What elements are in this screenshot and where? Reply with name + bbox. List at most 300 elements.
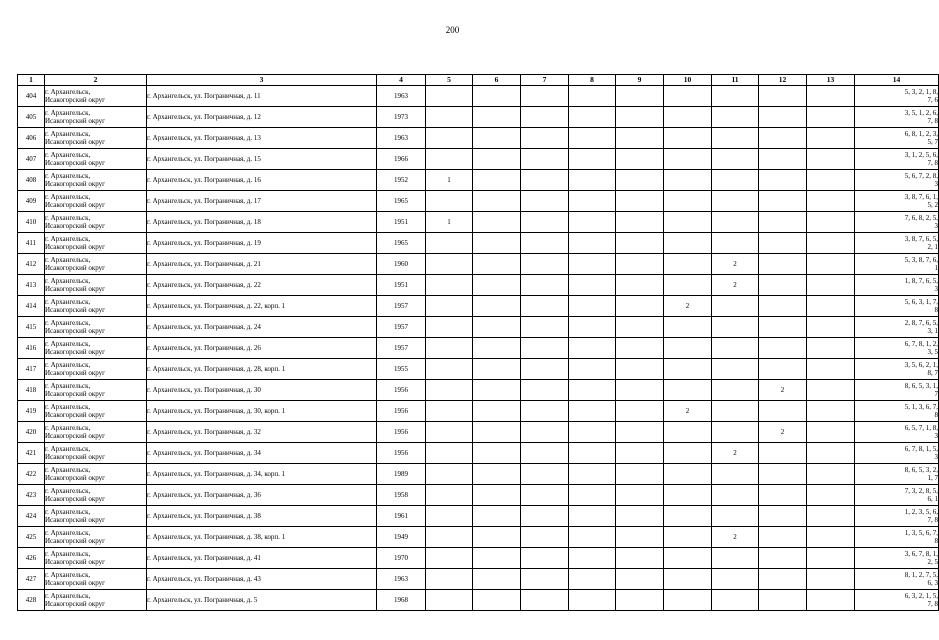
- sequence-line: 5, 3, 2, 1, 8,: [904, 88, 938, 96]
- column-13-cell: [807, 170, 855, 191]
- locality-line: г. Архангельск,: [45, 508, 91, 516]
- column-9-cell: [616, 548, 664, 569]
- row-number: 427: [18, 569, 45, 590]
- column-header-7: 7: [521, 75, 569, 86]
- row-number: 423: [18, 485, 45, 506]
- registry-table: [17, 74, 939, 611]
- row-number: 408: [18, 170, 45, 191]
- column-14-cell: [855, 317, 939, 338]
- column-9-cell: [616, 422, 664, 443]
- column-13-cell: [807, 506, 855, 527]
- column-9-cell: [616, 170, 664, 191]
- column-10-cell: [664, 569, 712, 590]
- year-cell: 1949: [377, 527, 426, 548]
- column-14-cell: [855, 254, 939, 275]
- column-5-cell: 1: [426, 170, 473, 191]
- locality-line: Исакогорский округ: [45, 96, 106, 104]
- sequence-line: 1, 3, 5, 6, 7,: [904, 529, 938, 537]
- column-14-cell: [855, 464, 939, 485]
- table-row: [18, 569, 939, 590]
- locality-line: Исакогорский округ: [45, 159, 106, 167]
- year-cell: 1989: [377, 464, 426, 485]
- column-11-cell: [712, 128, 759, 149]
- sequence-line: 5, 6, 7, 2, 8,: [904, 172, 938, 180]
- row-number: 422: [18, 464, 45, 485]
- column-7-cell: [521, 170, 569, 191]
- address-cell: г. Архангельск, ул. Пограничная, д. 36: [147, 485, 377, 506]
- year-cell: 1958: [377, 485, 426, 506]
- row-number: 404: [18, 86, 45, 107]
- column-10-cell: [664, 233, 712, 254]
- row-number: 407: [18, 149, 45, 170]
- table-row: [18, 149, 939, 170]
- column-11-cell: [712, 149, 759, 170]
- column-13-cell: [807, 380, 855, 401]
- locality-line: г. Архангельск,: [45, 550, 91, 558]
- sequence-line: 3, 6, 7, 8, 1,: [904, 550, 938, 558]
- column-9-cell: [616, 191, 664, 212]
- row-number: 412: [18, 254, 45, 275]
- address-cell: г. Архангельск, ул. Пограничная, д. 21: [147, 254, 377, 275]
- address-cell: г. Архангельск, ул. Пограничная, д. 24: [147, 317, 377, 338]
- row-number: 420: [18, 422, 45, 443]
- row-number: 411: [18, 233, 45, 254]
- column-11-cell: [712, 380, 759, 401]
- column-14-cell: [855, 128, 939, 149]
- locality-line: Исакогорский округ: [45, 390, 106, 398]
- locality-cell: [45, 422, 147, 443]
- column-6-cell: [473, 296, 521, 317]
- column-12-cell: [759, 569, 807, 590]
- column-header-14: 14: [855, 75, 939, 86]
- page-number: 200: [445, 25, 460, 35]
- column-14-cell: [855, 359, 939, 380]
- column-14-cell: [855, 275, 939, 296]
- row-number: 405: [18, 107, 45, 128]
- sequence-line: 6, 8, 1, 2, 3,: [904, 130, 938, 138]
- year-cell: 1957: [377, 338, 426, 359]
- sequence-line: 1, 2, 3, 5, 6,: [904, 508, 938, 516]
- column-12-cell: [759, 338, 807, 359]
- column-10-cell: [664, 149, 712, 170]
- table-row: [18, 590, 939, 611]
- year-cell: 1951: [377, 212, 426, 233]
- column-6-cell: [473, 464, 521, 485]
- locality-cell: [45, 170, 147, 191]
- locality-line: Исакогорский округ: [45, 180, 106, 188]
- sequence-line: 6, 7, 8, 1, 5,: [904, 445, 938, 453]
- year-cell: 1955: [377, 359, 426, 380]
- column-13-cell: [807, 359, 855, 380]
- column-5-cell: [426, 527, 473, 548]
- column-8-cell: [569, 485, 616, 506]
- sequence-line: 3: [934, 432, 938, 440]
- locality-line: Исакогорский округ: [45, 264, 106, 272]
- column-14-cell: [855, 590, 939, 611]
- locality-line: г. Архангельск,: [45, 361, 91, 369]
- column-12-cell: [759, 359, 807, 380]
- sequence-line: 8, 6, 5, 3, 2,: [904, 466, 938, 474]
- column-9-cell: [616, 527, 664, 548]
- column-5-cell: [426, 191, 473, 212]
- column-5-cell: [426, 359, 473, 380]
- column-5-cell: [426, 317, 473, 338]
- locality-cell: [45, 338, 147, 359]
- sequence-line: 6, 5, 7, 1, 8,: [904, 424, 938, 432]
- column-14-cell: [855, 527, 939, 548]
- row-number: 415: [18, 317, 45, 338]
- column-8-cell: [569, 275, 616, 296]
- column-12-cell: [759, 275, 807, 296]
- sequence-line: 7, 8: [927, 159, 938, 167]
- column-header-6: 6: [473, 75, 521, 86]
- table-row: [18, 464, 939, 485]
- sequence-line: 6, 1: [927, 495, 938, 503]
- column-11-cell: [712, 170, 759, 191]
- locality-cell: [45, 212, 147, 233]
- column-7-cell: [521, 569, 569, 590]
- column-6-cell: [473, 254, 521, 275]
- locality-cell: [45, 401, 147, 422]
- table-row: [18, 170, 939, 191]
- sequence-line: 3: [934, 180, 938, 188]
- column-14-cell: [855, 107, 939, 128]
- table-row: [18, 86, 939, 107]
- column-6-cell: [473, 212, 521, 233]
- column-13-cell: [807, 443, 855, 464]
- column-5-cell: [426, 380, 473, 401]
- table-row: [18, 317, 939, 338]
- column-header-3: 3: [147, 75, 377, 86]
- locality-line: г. Архангельск,: [45, 256, 91, 264]
- locality-line: Исакогорский округ: [45, 579, 106, 587]
- row-number: 416: [18, 338, 45, 359]
- column-10-cell: [664, 275, 712, 296]
- table-row: [18, 296, 939, 317]
- column-10-cell: [664, 107, 712, 128]
- sequence-line: 8: [934, 411, 938, 419]
- column-7-cell: [521, 107, 569, 128]
- column-6-cell: [473, 359, 521, 380]
- table-row: [18, 254, 939, 275]
- column-12-cell: [759, 527, 807, 548]
- column-8-cell: [569, 548, 616, 569]
- year-cell: 1956: [377, 443, 426, 464]
- year-cell: 1970: [377, 548, 426, 569]
- column-10-cell: [664, 212, 712, 233]
- column-7-cell: [521, 590, 569, 611]
- locality-line: г. Архангельск,: [45, 277, 91, 285]
- sequence-line: 7, 8: [927, 516, 938, 524]
- column-9-cell: [616, 485, 664, 506]
- column-5-cell: [426, 149, 473, 170]
- column-9-cell: [616, 338, 664, 359]
- table-row: [18, 506, 939, 527]
- column-7-cell: [521, 128, 569, 149]
- column-13-cell: [807, 569, 855, 590]
- column-7-cell: [521, 338, 569, 359]
- column-8-cell: [569, 317, 616, 338]
- column-11-cell: [712, 506, 759, 527]
- address-cell: г. Архангельск, ул. Пограничная, д. 26: [147, 338, 377, 359]
- year-cell: 1968: [377, 590, 426, 611]
- column-8-cell: [569, 254, 616, 275]
- column-6-cell: [473, 149, 521, 170]
- address-cell: г. Архангельск, ул. Пограничная, д. 34, корп. 1: [147, 464, 377, 485]
- column-10-cell: [664, 191, 712, 212]
- column-5-cell: [426, 233, 473, 254]
- column-11-cell: [712, 401, 759, 422]
- column-13-cell: [807, 485, 855, 506]
- column-10-cell: [664, 128, 712, 149]
- column-13-cell: [807, 422, 855, 443]
- row-number: 428: [18, 590, 45, 611]
- year-cell: 1956: [377, 401, 426, 422]
- column-9-cell: [616, 401, 664, 422]
- column-7-cell: [521, 149, 569, 170]
- column-12-cell: [759, 86, 807, 107]
- column-7-cell: [521, 212, 569, 233]
- column-12-cell: [759, 443, 807, 464]
- column-11-cell: [712, 212, 759, 233]
- column-9-cell: [616, 443, 664, 464]
- locality-line: г. Архангельск,: [45, 382, 91, 390]
- column-13-cell: [807, 86, 855, 107]
- column-header-9: 9: [616, 75, 664, 86]
- column-11-cell: [712, 569, 759, 590]
- column-13-cell: [807, 590, 855, 611]
- column-5-cell: [426, 338, 473, 359]
- locality-line: г. Архангельск,: [45, 403, 91, 411]
- column-5-cell: [426, 590, 473, 611]
- column-14-cell: [855, 212, 939, 233]
- column-11-cell: [712, 107, 759, 128]
- year-cell: 1965: [377, 233, 426, 254]
- locality-line: Исакогорский округ: [45, 327, 106, 335]
- column-7-cell: [521, 296, 569, 317]
- column-14-cell: [855, 548, 939, 569]
- locality-line: г. Архангельск,: [45, 88, 91, 96]
- column-13-cell: [807, 527, 855, 548]
- column-5-cell: [426, 128, 473, 149]
- sequence-line: 7, 6: [927, 96, 938, 104]
- column-8-cell: [569, 170, 616, 191]
- column-14-cell: [855, 296, 939, 317]
- locality-line: Исакогорский округ: [45, 516, 106, 524]
- column-5-cell: [426, 254, 473, 275]
- locality-cell: [45, 191, 147, 212]
- address-cell: г. Архангельск, ул. Пограничная, д. 19: [147, 233, 377, 254]
- column-12-cell: [759, 233, 807, 254]
- sequence-line: 8, 1, 2, 7, 5,: [904, 571, 938, 579]
- column-6-cell: [473, 443, 521, 464]
- year-cell: 1956: [377, 422, 426, 443]
- sequence-line: 8: [934, 306, 938, 314]
- column-11-cell: [712, 338, 759, 359]
- column-5-cell: [426, 86, 473, 107]
- locality-cell: [45, 128, 147, 149]
- column-7-cell: [521, 401, 569, 422]
- address-cell: г. Архангельск, ул. Пограничная, д. 28, корп. 1: [147, 359, 377, 380]
- column-9-cell: [616, 590, 664, 611]
- column-header-2: 2: [45, 75, 147, 86]
- column-6-cell: [473, 422, 521, 443]
- year-cell: 1960: [377, 254, 426, 275]
- table-row: [18, 527, 939, 548]
- column-5-cell: [426, 401, 473, 422]
- year-cell: 1963: [377, 86, 426, 107]
- locality-line: Исакогорский округ: [45, 243, 106, 251]
- column-5-cell: [426, 296, 473, 317]
- locality-line: Исакогорский округ: [45, 369, 106, 377]
- column-10-cell: [664, 359, 712, 380]
- column-6-cell: [473, 569, 521, 590]
- column-14-cell: [855, 485, 939, 506]
- column-14-cell: [855, 149, 939, 170]
- sequence-line: 8, 6, 5, 3, 1,: [904, 382, 938, 390]
- locality-line: Исакогорский округ: [45, 537, 106, 545]
- year-cell: 1965: [377, 191, 426, 212]
- column-6-cell: [473, 506, 521, 527]
- locality-line: г. Архангельск,: [45, 487, 91, 495]
- column-10-cell: 2: [664, 401, 712, 422]
- locality-line: г. Архангельск,: [45, 466, 91, 474]
- column-13-cell: [807, 107, 855, 128]
- year-cell: 1963: [377, 128, 426, 149]
- column-14-cell: [855, 170, 939, 191]
- column-6-cell: [473, 527, 521, 548]
- locality-cell: [45, 443, 147, 464]
- column-6-cell: [473, 590, 521, 611]
- locality-cell: [45, 317, 147, 338]
- column-7-cell: [521, 191, 569, 212]
- column-8-cell: [569, 527, 616, 548]
- column-6-cell: [473, 86, 521, 107]
- locality-line: Исакогорский округ: [45, 285, 106, 293]
- table-row: [18, 359, 939, 380]
- locality-line: г. Архангельск,: [45, 193, 91, 201]
- column-7-cell: [521, 86, 569, 107]
- column-11-cell: [712, 464, 759, 485]
- sequence-line: 5, 3, 8, 7, 6,: [904, 256, 938, 264]
- locality-line: г. Архангельск,: [45, 172, 91, 180]
- table-row: [18, 401, 939, 422]
- column-12-cell: [759, 296, 807, 317]
- sequence-line: 3, 1: [927, 327, 938, 335]
- column-9-cell: [616, 254, 664, 275]
- column-14-cell: [855, 443, 939, 464]
- column-7-cell: [521, 380, 569, 401]
- sequence-line: 5, 1, 3, 6, 7,: [904, 403, 938, 411]
- column-12-cell: [759, 317, 807, 338]
- locality-line: г. Архангельск,: [45, 592, 91, 600]
- column-8-cell: [569, 128, 616, 149]
- sequence-line: 7: [934, 390, 938, 398]
- locality-line: Исакогорский округ: [45, 558, 106, 566]
- locality-line: г. Архангельск,: [45, 340, 91, 348]
- column-12-cell: [759, 485, 807, 506]
- column-14-cell: [855, 506, 939, 527]
- address-cell: г. Архангельск, ул. Пограничная, д. 43: [147, 569, 377, 590]
- column-13-cell: [807, 233, 855, 254]
- column-11-cell: 2: [712, 527, 759, 548]
- column-6-cell: [473, 317, 521, 338]
- column-8-cell: [569, 359, 616, 380]
- sequence-line: 7, 8: [927, 117, 938, 125]
- column-12-cell: [759, 149, 807, 170]
- column-12-cell: [759, 128, 807, 149]
- sequence-line: 7, 6, 8, 2, 5,: [904, 214, 938, 222]
- year-cell: 1961: [377, 506, 426, 527]
- column-7-cell: [521, 464, 569, 485]
- column-10-cell: [664, 338, 712, 359]
- table-row: [18, 275, 939, 296]
- column-12-cell: [759, 590, 807, 611]
- table-row: [18, 233, 939, 254]
- locality-line: г. Архангельск,: [45, 235, 91, 243]
- locality-cell: [45, 380, 147, 401]
- table-row: [18, 212, 939, 233]
- column-12-cell: [759, 506, 807, 527]
- address-cell: г. Архангельск, ул. Пограничная, д. 41: [147, 548, 377, 569]
- locality-line: г. Архангельск,: [45, 109, 91, 117]
- row-number: 413: [18, 275, 45, 296]
- column-9-cell: [616, 506, 664, 527]
- column-10-cell: [664, 317, 712, 338]
- column-13-cell: [807, 254, 855, 275]
- column-8-cell: [569, 107, 616, 128]
- column-11-cell: [712, 590, 759, 611]
- column-6-cell: [473, 485, 521, 506]
- column-header-11: 11: [712, 75, 759, 86]
- table-row: [18, 443, 939, 464]
- locality-cell: [45, 527, 147, 548]
- column-12-cell: [759, 464, 807, 485]
- column-10-cell: [664, 590, 712, 611]
- column-13-cell: [807, 149, 855, 170]
- table-row: [18, 128, 939, 149]
- column-12-cell: [759, 170, 807, 191]
- year-cell: 1973: [377, 107, 426, 128]
- column-8-cell: [569, 443, 616, 464]
- column-header-8: 8: [569, 75, 616, 86]
- column-header-13: 13: [807, 75, 855, 86]
- column-6-cell: [473, 107, 521, 128]
- locality-cell: [45, 590, 147, 611]
- sequence-line: 5, 6, 3, 1, 7,: [904, 298, 938, 306]
- column-8-cell: [569, 464, 616, 485]
- column-14-cell: [855, 569, 939, 590]
- column-header-1: 1: [18, 75, 45, 86]
- column-11-cell: [712, 317, 759, 338]
- column-5-cell: [426, 107, 473, 128]
- sequence-line: 6, 3: [927, 579, 938, 587]
- column-header-12: 12: [759, 75, 807, 86]
- column-11-cell: [712, 296, 759, 317]
- column-12-cell: [759, 401, 807, 422]
- column-header-4: 4: [377, 75, 426, 86]
- sequence-line: 3, 5, 1, 2, 6,: [904, 109, 938, 117]
- row-number: 418: [18, 380, 45, 401]
- row-number: 424: [18, 506, 45, 527]
- column-6-cell: [473, 233, 521, 254]
- column-8-cell: [569, 506, 616, 527]
- column-10-cell: [664, 485, 712, 506]
- address-cell: г. Архангельск, ул. Пограничная, д. 15: [147, 149, 377, 170]
- column-11-cell: [712, 191, 759, 212]
- column-13-cell: [807, 548, 855, 569]
- locality-line: Исакогорский округ: [45, 222, 106, 230]
